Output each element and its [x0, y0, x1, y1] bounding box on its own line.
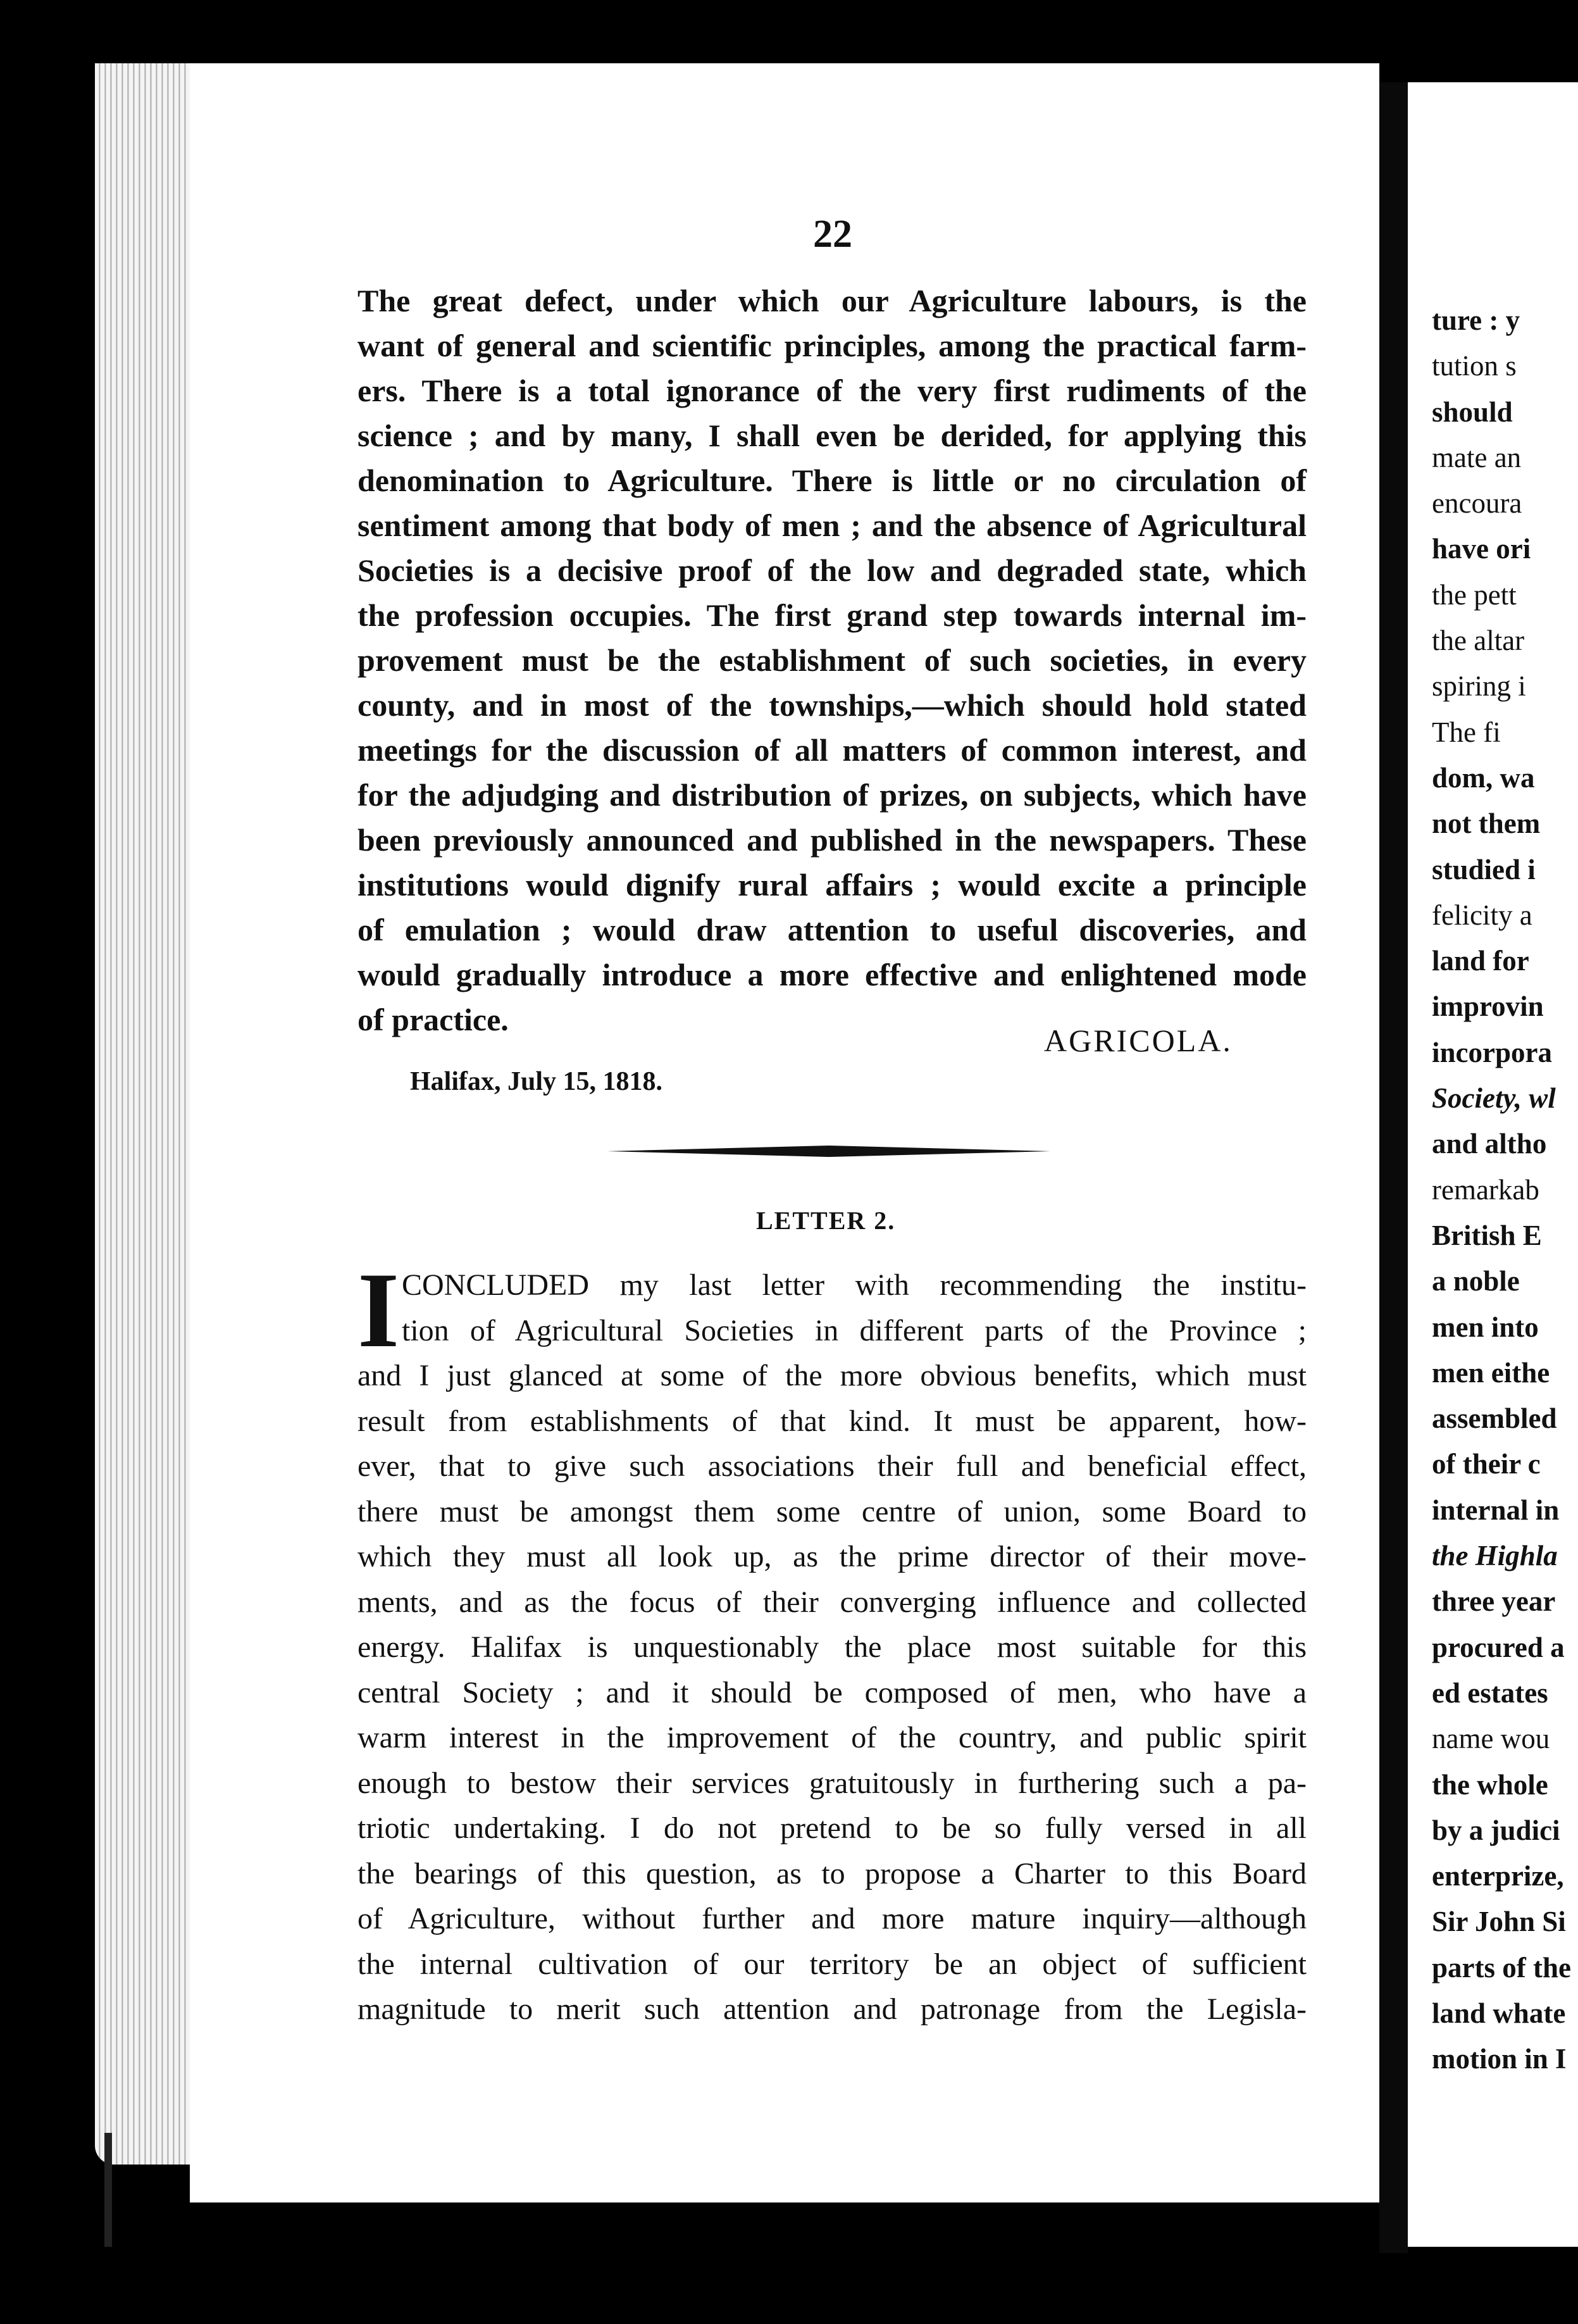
- text-line: would gradually introduce a more effective and enlightened mode: [357, 957, 1307, 992]
- right-page-line: assembled: [1432, 1403, 1557, 1435]
- text-line: which they must all look up, as the prime director of their move-: [357, 1540, 1307, 1573]
- right-page-line: parts of the: [1432, 1951, 1571, 1984]
- text-line: for the adjudging and distribution of prizes, on subjects, which have: [357, 777, 1307, 813]
- right-page-line: the whole: [1432, 1768, 1548, 1801]
- text-line: ers. There is a total ignorance of the very first rudiments of the: [357, 373, 1307, 408]
- right-page-line: men into: [1432, 1311, 1539, 1343]
- right-page-line: enterprize,: [1432, 1860, 1564, 1892]
- text-line: denomination to Agriculture. There is little or no circulation of: [357, 463, 1307, 498]
- text-line: magnitude to merit such attention and patronage from the Legisla-: [357, 1992, 1307, 2026]
- right-page-line: The fi: [1432, 716, 1501, 748]
- right-page-line: by a judici: [1432, 1814, 1560, 1846]
- right-page-line: mate an: [1432, 441, 1522, 473]
- page-edges: [95, 63, 202, 2165]
- right-page-line: Sir John Si: [1432, 1906, 1566, 1938]
- right-page-line: motion in I: [1432, 2043, 1567, 2075]
- text-line: of emulation ; would draw attention to useful discoveries, and: [357, 912, 1307, 947]
- right-page-line: the pett: [1432, 578, 1517, 611]
- paragraph-1: [357, 278, 1307, 1042]
- text-line: The great defect, under which our Agriculture labours, is the: [357, 283, 1307, 318]
- book-gutter: [1379, 82, 1408, 2253]
- right-page-line: the Highla: [1432, 1540, 1558, 1572]
- text-line: of Agriculture, without further and more mature inquiry—although: [357, 1902, 1307, 1935]
- text-line: triotic undertaking. I do not pretend to be so fully versed in all: [357, 1811, 1307, 1845]
- right-page-line: name wou: [1432, 1723, 1550, 1755]
- right-page-line: remarkab: [1432, 1173, 1539, 1206]
- page-number: 22: [813, 213, 852, 256]
- right-page-line: Society, wl: [1432, 1082, 1556, 1115]
- text-line: there must be amongst them some centre of union, some Board to: [357, 1494, 1307, 1528]
- letter-heading: LETTER 2.: [756, 1206, 896, 1235]
- right-page-line: a noble: [1432, 1265, 1520, 1297]
- right-page-text: [1432, 297, 1578, 2082]
- drop-cap: I: [357, 1251, 400, 1370]
- text-line: energy. Halifax is unquestionably the place most suitable for this: [357, 1630, 1307, 1664]
- right-page-line: encoura: [1432, 487, 1522, 520]
- text-line: the profession occupies. The first grand step towards internal im-: [357, 597, 1307, 633]
- text-line: provement must be the establishment of such societies, in every: [357, 642, 1307, 678]
- text-line: enough to bestow their services gratuitously in furthering such a pa-: [357, 1766, 1307, 1800]
- text-line: the bearings of this question, as to propose a Charter to this Board: [357, 1856, 1307, 1890]
- text-line: the internal cultivation of our territory be an object of sufficient: [357, 1947, 1307, 1981]
- right-page-line: land for: [1432, 945, 1529, 977]
- right-page-line: of their c: [1432, 1448, 1541, 1480]
- text-line: tion of Agricultural Societies in different parts of the Province ;: [402, 1313, 1307, 1347]
- right-page-line: incorpora: [1432, 1036, 1552, 1068]
- right-page-line: ture : y: [1432, 304, 1520, 336]
- right-page-line: not them: [1432, 808, 1541, 840]
- right-page-line: procured a: [1432, 1631, 1565, 1663]
- right-page-line: spiring i: [1432, 670, 1526, 703]
- text-line: Societies is a decisive proof of the low and degraded state, which: [357, 553, 1307, 588]
- dateline: Halifax, July 15, 1818.: [410, 1067, 663, 1096]
- right-page-line: have ori: [1432, 533, 1531, 565]
- text-line: want of general and scientific principles, among the practical farm-: [357, 328, 1307, 363]
- text-line: warm interest in the improvement of the country, and public spirit: [357, 1721, 1307, 1754]
- right-page-line: tution s: [1432, 350, 1517, 382]
- right-page-line: improvin: [1432, 990, 1544, 1023]
- text-line: science ; and by many, I shall even be derided, for applying this: [357, 418, 1307, 453]
- text-line: county, and in most of the townships,—which should hold stated: [357, 687, 1307, 723]
- right-page-line: land whate: [1432, 1997, 1566, 2029]
- right-page-line: internal in: [1432, 1494, 1560, 1526]
- paragraph-2: [357, 1251, 1307, 2032]
- right-page-line: felicity a: [1432, 899, 1532, 931]
- right-page-line: studied i: [1432, 853, 1536, 885]
- text-line: ments, and as the focus of their converging influence and collected: [357, 1585, 1307, 1619]
- text-line: CONCLUDED my last letter with recommending the institu-: [402, 1268, 1307, 1302]
- section-divider: [607, 1144, 1050, 1158]
- text-line: ever, that to give such associations their full and beneficial effect,: [357, 1449, 1307, 1483]
- text-line: and I just glanced at some of the more obvious benefits, which must: [357, 1359, 1307, 1392]
- right-page-line: dom, wa: [1432, 761, 1535, 794]
- text-line: of practice.: [357, 1002, 509, 1037]
- right-page-line: three year: [1432, 1585, 1556, 1618]
- signature: AGRICOLA.: [1044, 1023, 1233, 1058]
- right-page-line: British E: [1432, 1219, 1542, 1251]
- right-page-line: and altho: [1432, 1128, 1547, 1160]
- right-page-line: the altar: [1432, 625, 1525, 657]
- text-line: result from establishments of that kind. It must be apparent, how-: [357, 1404, 1307, 1438]
- margin-mark: [104, 2133, 112, 2247]
- text-line: been previously announced and published in the newspapers. These: [357, 822, 1307, 858]
- text-line: central Society ; and it should be composed of men, who have a: [357, 1675, 1307, 1709]
- text-line: meetings for the discussion of all matters of common interest, and: [357, 732, 1307, 768]
- right-page-line: should: [1432, 396, 1513, 428]
- text-line: sentiment among that body of men ; and the absence of Agricultural: [357, 508, 1307, 543]
- right-page-line: ed estates: [1432, 1677, 1548, 1709]
- right-page-line: men eithe: [1432, 1356, 1550, 1389]
- text-line: institutions would dignify rural affairs ; would excite a principle: [357, 867, 1307, 903]
